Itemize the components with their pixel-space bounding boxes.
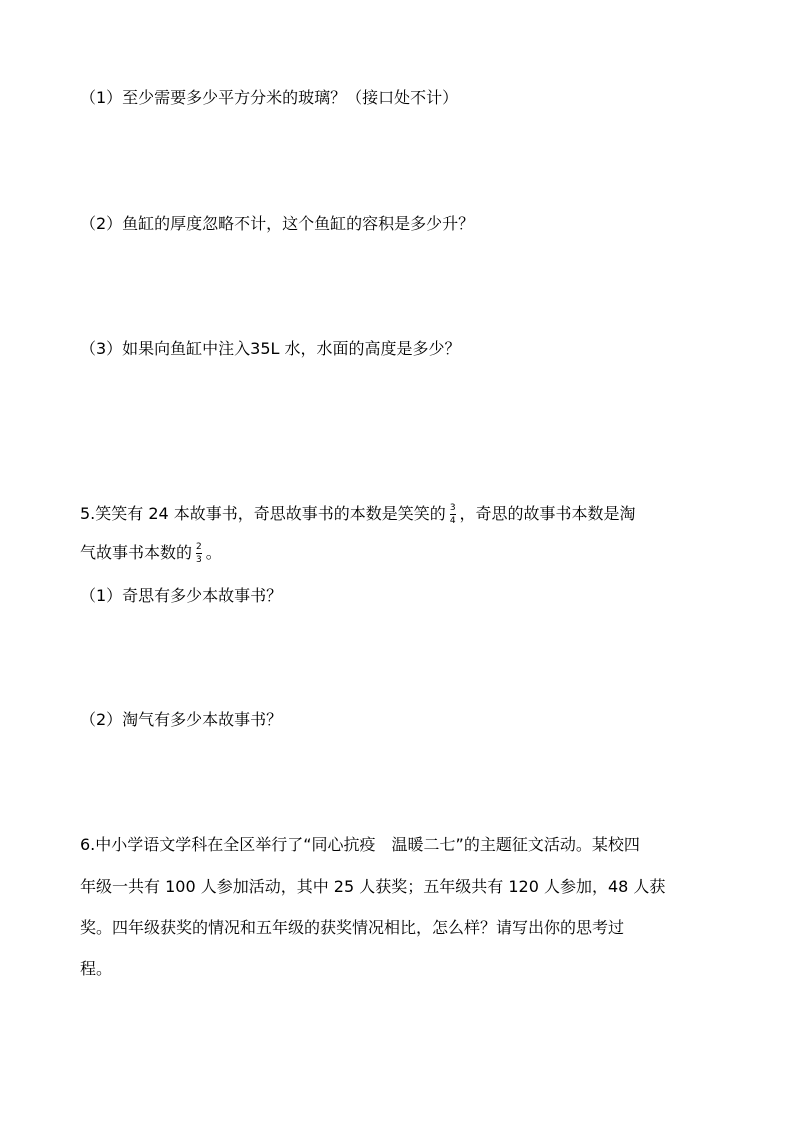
q6-line4: 程。: [80, 959, 113, 978]
fraction-denominator: 4: [449, 516, 456, 526]
q5-line1: [80, 502, 636, 526]
fraction-bar: [196, 553, 202, 554]
q4-sub3: （3）如果向鱼缸中注入35L 水，水面的高度是多少？: [80, 339, 461, 358]
q4-sub1: （1）至少需要多少平方分米的玻璃？（接口处不计）: [80, 88, 459, 107]
q5-sub2: （2）淘气有多少本故事书？: [80, 710, 283, 729]
fraction-two-thirds: [196, 542, 202, 565]
fraction-three-quarters: [450, 503, 456, 526]
fraction-bar: [450, 514, 456, 515]
q6-line1: 6.中小学语文学科在全区举行了“同心抗疫 温暖二七”的主题征文活动。某校四: [80, 835, 640, 854]
fraction-numerator: 3: [449, 503, 456, 513]
q5-sub1: （1）奇思有多少本故事书？: [80, 586, 283, 605]
q5-line2-after: 。: [205, 543, 222, 562]
q5-line2: [80, 541, 222, 565]
q6-line3: 奖。四年级获奖的情况和五年级的获奖情况相比，怎么样？请写出你的思考过: [80, 918, 625, 937]
fraction-denominator: 3: [196, 555, 202, 565]
q6-line2: 年级一共有 100 人参加活动，其中 25 人获奖；五年级共有 120 人参加，48 人获: [80, 877, 666, 896]
q5-line1-before: 5.笑笑有 24 本故事书，奇思故事书的本数是笑笑的: [80, 504, 446, 523]
fraction-numerator: 2: [196, 542, 202, 552]
q5-line1-after: ，奇思的故事书本数是淘: [459, 504, 636, 523]
q5-line2-before: 气故事书本数的: [80, 543, 193, 562]
q4-sub2: （2）鱼缸的厚度忽略不计，这个鱼缸的容积是多少升？: [80, 214, 475, 233]
